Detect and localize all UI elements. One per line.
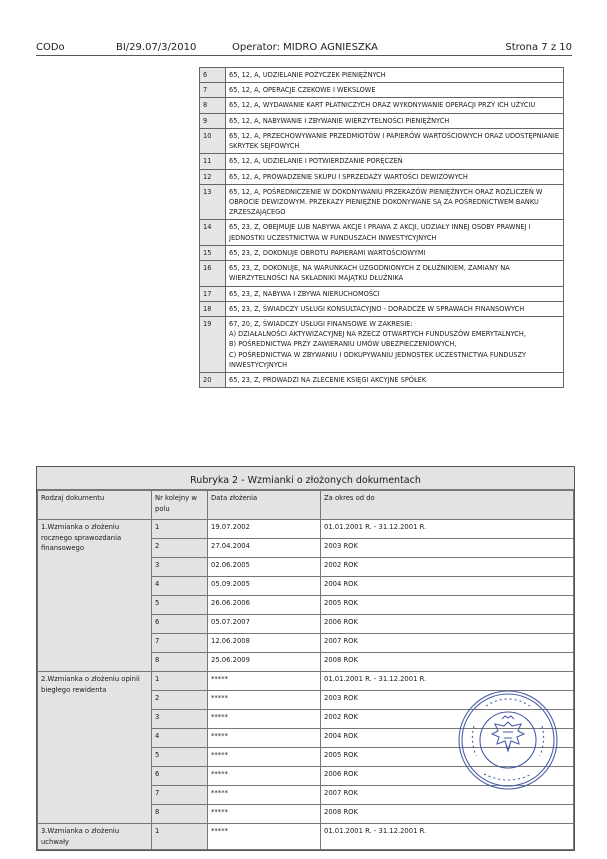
- activity-text: 65, 12, A, OPERACJE CZEKOWE I WEKSLOWE: [229, 86, 376, 95]
- period-cell: 2006 ROK: [321, 615, 574, 634]
- activity-description: [226, 245, 564, 260]
- activity-number: 20: [200, 373, 226, 388]
- activity-row: [200, 245, 564, 260]
- period-cell: 2002 ROK: [321, 710, 574, 729]
- activity-number: 8: [200, 98, 226, 113]
- activity-number: 6: [200, 68, 226, 83]
- activity-text: 65, 12, A, PRZECHOWYWANIE PRZEDMIOTÓW I PAPIERÓW WARTOŚCIOWYCH ORAZ UDOSTĘPNIANIE SKRYTEK SEJFOWYCH: [229, 131, 560, 151]
- activity-text: 65, 23, Z, DOKONUJE, NA WARUNKACH UZGODNIONYCH Z DŁUŻNIKIEM, ZAMIANY NA WIERZYTELNOŚCI NA SKŁADNIKI MAJĄTKU DŁUŻNIKA: [229, 264, 510, 283]
- activity-number: 13: [200, 184, 226, 220]
- seal-outer-ring-inner: [462, 694, 554, 786]
- activity-row: [200, 316, 564, 372]
- period-cell: 2003 ROK: [321, 539, 574, 558]
- period-cell: 2003 ROK: [321, 691, 574, 710]
- sequence-number-cell: 1: [152, 520, 208, 539]
- header-reference: BI/29.07/3/2010: [116, 42, 197, 53]
- filing-date-cell: *****: [208, 824, 321, 850]
- activity-number: 19: [200, 316, 226, 372]
- sequence-number-cell: 3: [152, 710, 208, 729]
- activity-text: 65, 12, A, UDZIELANIE I POTWIERDZANIE PORĘCZEŃ: [229, 157, 403, 166]
- activity-description: [226, 261, 564, 286]
- period-cell: 2002 ROK: [321, 558, 574, 577]
- header-divider: [36, 55, 572, 56]
- sequence-number-cell: 7: [152, 634, 208, 653]
- sequence-number-cell: 8: [152, 805, 208, 824]
- filing-date-cell: 25.06.2009: [208, 653, 321, 672]
- sequence-number-cell: 1: [152, 824, 208, 850]
- activity-subitem: A) DZIAŁALNOŚCI AKTYWIZACYJNEJ NA RZECZ OTWARTYCH FUNDUSZÓW EMERYTALNYCH,: [229, 330, 526, 339]
- document-type-cell: 1.Wzmianka o złożeniu rocznego sprawozdania finansowego: [38, 520, 152, 672]
- period-cell: 2007 ROK: [321, 786, 574, 805]
- activity-description: [226, 184, 564, 220]
- activity-row: [200, 184, 564, 220]
- activity-row: [200, 261, 564, 286]
- filing-date-cell: *****: [208, 767, 321, 786]
- activity-number: 11: [200, 154, 226, 169]
- filing-date-cell: 26.06.2006: [208, 596, 321, 615]
- activity-row: [200, 113, 564, 128]
- page-header: [36, 42, 572, 53]
- documents-table: [37, 490, 574, 850]
- document-type-cell: 3.Wzmianka o złożeniu uchwały: [38, 824, 152, 850]
- document-row: [38, 520, 574, 539]
- rubryka-2-section: [36, 466, 575, 851]
- activity-row: [200, 286, 564, 301]
- activity-description: [226, 286, 564, 301]
- activity-number: 9: [200, 113, 226, 128]
- period-cell: 2004 ROK: [321, 577, 574, 596]
- sequence-number-cell: 5: [152, 596, 208, 615]
- header-sequence-number: Nr kolejny w polu: [152, 491, 208, 520]
- period-cell: 2007 ROK: [321, 634, 574, 653]
- filing-date-cell: 05.07.2007: [208, 615, 321, 634]
- sequence-number-cell: 3: [152, 558, 208, 577]
- activity-row: [200, 83, 564, 98]
- header-codo: CODo: [36, 42, 65, 53]
- filing-date-cell: *****: [208, 691, 321, 710]
- period-cell: 01.01.2001 R. - 31.12.2001 R.: [321, 824, 574, 850]
- activity-row: [200, 68, 564, 83]
- filing-date-cell: 05.09.2005: [208, 577, 321, 596]
- header-filing-date: Data złożenia: [208, 491, 321, 520]
- activity-text: 65, 23, Z, ŚWIADCZY USŁUGI KONSULTACYJNO - DORADCZE W SPRAWACH FINANSOWYCH: [229, 304, 525, 313]
- activity-text: 65, 23, Z, OBEJMUJE LUB NABYWA AKCJE I PRAWA Z AKCJI, UDZIAŁY INNEJ OSOBY PRAWNEJ I JEDNOSTKI UCZESTNICTWA W FUNDUSZACH INWESTYCYJNYCH: [229, 223, 531, 242]
- filing-date-cell: 19.07.2002: [208, 520, 321, 539]
- sequence-number-cell: 4: [152, 729, 208, 748]
- seal-outer-ring: [459, 691, 557, 789]
- activity-text: 67, 20, Z, ŚWIADCZY USŁUGI FINANSOWE W ZAKRESIE:: [229, 319, 413, 328]
- period-cell: 2006 ROK: [321, 767, 574, 786]
- activity-number: 17: [200, 286, 226, 301]
- filing-date-cell: *****: [208, 672, 321, 691]
- sequence-number-cell: 2: [152, 539, 208, 558]
- activity-description: [226, 316, 564, 372]
- filing-date-cell: *****: [208, 729, 321, 748]
- seal-inner-ring: [480, 712, 536, 768]
- header-document-type: Rodzaj dokumentu: [38, 491, 152, 520]
- activity-description: [226, 128, 564, 153]
- activity-description: [226, 113, 564, 128]
- activity-row: [200, 169, 564, 184]
- sequence-number-cell: 2: [152, 691, 208, 710]
- activity-number: 12: [200, 169, 226, 184]
- sequence-number-cell: 4: [152, 577, 208, 596]
- activity-description: [226, 169, 564, 184]
- activity-text: 65, 23, Z, DOKONUJE OBROTU PAPIERAMI WARTOŚCIOWYMI: [229, 248, 426, 257]
- activity-text: 65, 12, A, WYDAWANIE KART PŁATNICZYCH ORAZ WYKONYWANIE OPERACJI PRZY ICH UŻYCIU: [229, 101, 536, 110]
- activity-number: 7: [200, 83, 226, 98]
- filing-date-cell: *****: [208, 805, 321, 824]
- rubryka-2-title: Rubryka 2 - Wzmianki o złożonych dokumentach: [37, 467, 574, 490]
- period-cell: 01.01.2001 R. - 31.12.2001 R.: [321, 520, 574, 539]
- header-period: Za okres od do: [321, 491, 574, 520]
- filing-date-cell: *****: [208, 710, 321, 729]
- period-cell: 2004 ROK: [321, 729, 574, 748]
- activity-description: [226, 98, 564, 113]
- period-cell: 2008 ROK: [321, 653, 574, 672]
- activity-text: 65, 12, A, NABYWANIE I ZBYWANIE WIERZYTELNOŚCI PIENIĘŻNYCH: [229, 116, 450, 125]
- header-operator: Operator: MIDRO AGNIESZKA: [232, 42, 378, 53]
- seal-eagle-emblem: [492, 716, 524, 751]
- sequence-number-cell: 8: [152, 653, 208, 672]
- activity-number: 14: [200, 220, 226, 245]
- activity-number: 10: [200, 128, 226, 153]
- activity-number: 18: [200, 301, 226, 316]
- activities-table: [199, 67, 564, 388]
- activity-description: [226, 68, 564, 83]
- filing-date-cell: 27.04.2004: [208, 539, 321, 558]
- document-type-cell: 2.Wzmianka o złożeniu opinii biegłego rewidenta: [38, 672, 152, 824]
- period-cell: 2005 ROK: [321, 748, 574, 767]
- filing-date-cell: *****: [208, 748, 321, 767]
- activity-description: [226, 373, 564, 388]
- sequence-number-cell: 6: [152, 767, 208, 786]
- activity-description: [226, 301, 564, 316]
- activity-row: [200, 154, 564, 169]
- official-seal-stamp: [456, 688, 560, 792]
- activity-description: [226, 154, 564, 169]
- activity-text: 65, 12, A, UDZIELANIE POŻYCZEK PIENIĘŻNYCH: [229, 71, 386, 79]
- filing-date-cell: 02.06.2005: [208, 558, 321, 577]
- sequence-number-cell: 1: [152, 672, 208, 691]
- activity-text: 65, 12, A, POŚREDNICZENIE W DOKONYWANIU PRZEKAZÓW PIENIĘŻNYCH ORAZ ROZLICZEŃ W OBROCIE DEWIZOWYM. PRZEKAZY PIENIĘŻNE DOKONYWANE SĄ ZA POŚREDNICTWEM BANKU ZRZESZAJĄCEGO: [229, 187, 543, 217]
- period-cell: 01.01.2001 R. - 31.12.2001 R.: [321, 672, 574, 691]
- activity-row: [200, 98, 564, 113]
- sequence-number-cell: 6: [152, 615, 208, 634]
- filing-date-cell: 12.06.2008: [208, 634, 321, 653]
- header-page-number: Strona 7 z 10: [505, 42, 572, 53]
- activity-text: 65, 23, Z, NABYWA I ZBYWA NIERUCHOMOŚCI: [229, 289, 380, 298]
- activity-row: [200, 128, 564, 153]
- activity-row: [200, 373, 564, 388]
- document-row: [38, 824, 574, 850]
- sequence-number-cell: 5: [152, 748, 208, 767]
- period-cell: 2008 ROK: [321, 805, 574, 824]
- activity-text: 65, 12, A, PROWADZENIE SKUPU I SPRZEDAŻY WARTOŚCI DEWIZOWYCH: [229, 172, 468, 181]
- activity-text: 65, 23, Z, PROWADZI NA ZLECENIE KSIĘGI AKCYJNE SPÓŁEK: [229, 376, 427, 385]
- activity-subitem: B) POŚREDNICTWA PRZY ZAWIERANIU UMÓW UBEZPIECZENIOWYCH,: [229, 340, 457, 349]
- activity-number: 16: [200, 261, 226, 286]
- activity-description: [226, 83, 564, 98]
- activity-row: [200, 301, 564, 316]
- period-cell: 2005 ROK: [321, 596, 574, 615]
- activity-number: 15: [200, 245, 226, 260]
- activity-description: [226, 220, 564, 245]
- filing-date-cell: *****: [208, 786, 321, 805]
- documents-table-header-row: [38, 491, 574, 520]
- activity-row: [200, 220, 564, 245]
- sequence-number-cell: 7: [152, 786, 208, 805]
- activity-subitem: C) POŚREDNICTWA W ZBYWANIU I ODKUPYWANIU JEDNOSTEK UCZESTNICTWA FUNDUSZY INWESTYCYJNYCH: [229, 350, 527, 369]
